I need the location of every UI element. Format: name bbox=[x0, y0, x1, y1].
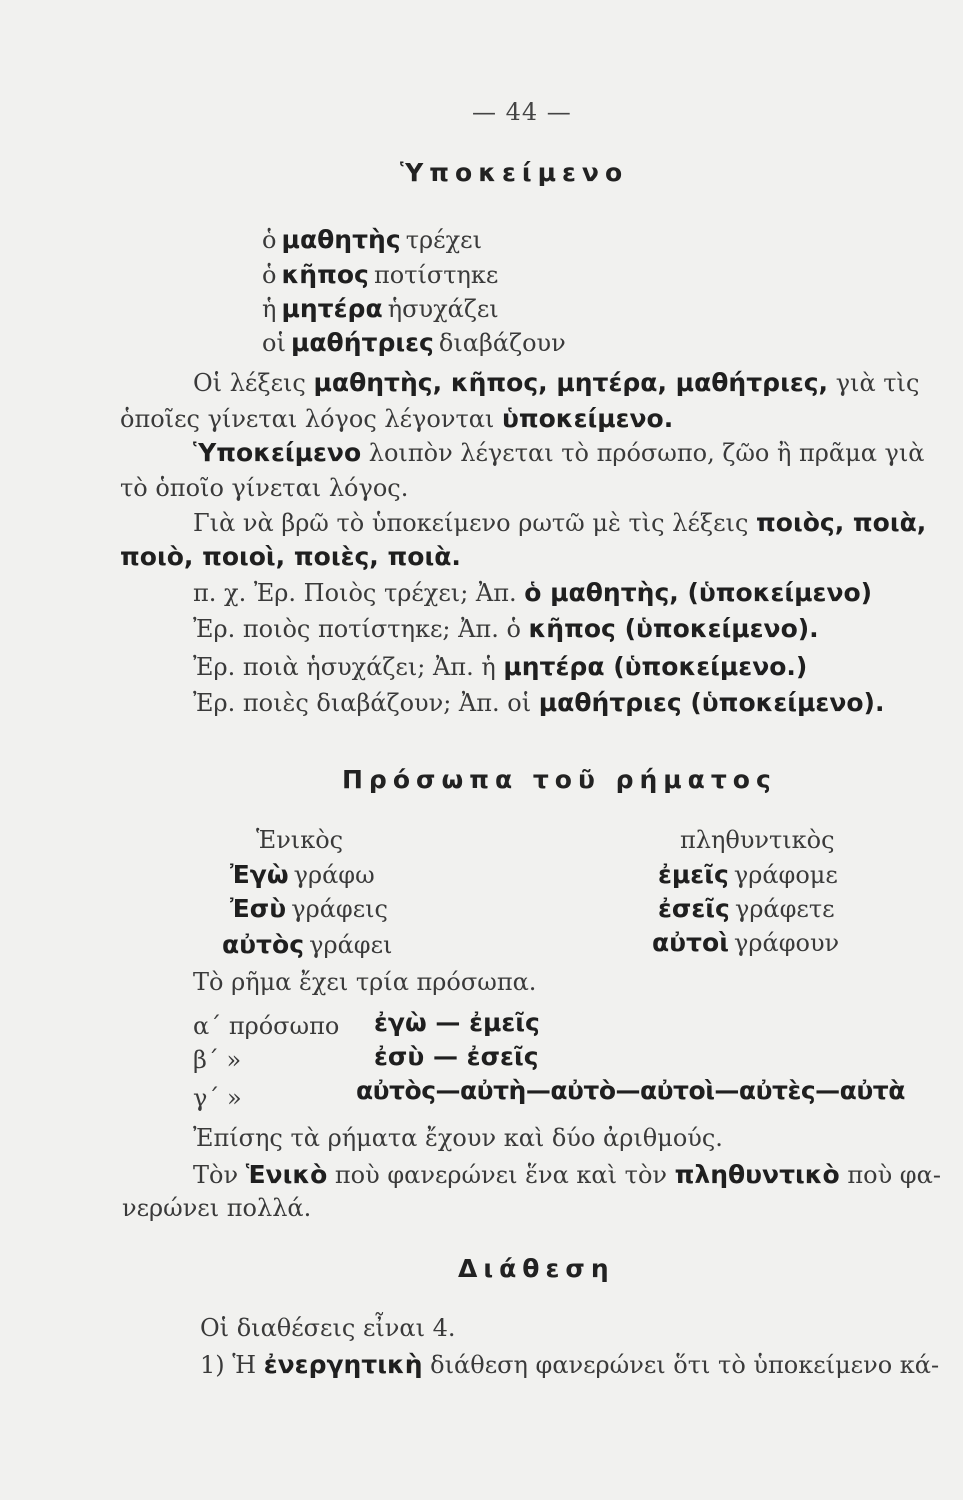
question: Ἐρ. ποιὰ ἡσυχάζει; Ἀπ. ἡ bbox=[193, 653, 504, 681]
text-run: ποὺ φα- bbox=[839, 1161, 941, 1189]
bold-run: ποιὸς, ποιὰ, bbox=[756, 508, 927, 537]
paragraph-line bbox=[120, 404, 673, 433]
plural-header: πληθυντικὸς bbox=[680, 826, 835, 854]
person-forms: ἐσὺ — ἐσεῖς bbox=[374, 1042, 539, 1071]
example-article: ὁ bbox=[262, 226, 277, 254]
question: Ἐρ. ποιὲς διαβάζουν; Ἀπ. οἱ bbox=[193, 689, 539, 717]
text-run: Τὸν bbox=[193, 1161, 246, 1189]
answer: μαθήτριες (ὑποκείμενο). bbox=[538, 688, 885, 717]
verb-form: γράφω bbox=[293, 861, 375, 889]
text-run: λοιπὸν λέγεται τὸ πρόσωπο, ζῶο ἢ πρᾶμα γιὰ bbox=[361, 439, 925, 467]
answer: κῆπος (ὑποκείμενο). bbox=[528, 614, 819, 643]
example-verb: ποτίστηκε bbox=[373, 261, 499, 289]
example-verb: ἡσυχάζει bbox=[387, 295, 499, 323]
question: π. χ. Ἐρ. Ποιὸς τρέχει; Ἀπ. bbox=[193, 579, 525, 607]
section-heading-subject: Ὑποκείμενο bbox=[400, 158, 629, 187]
text-run: ὁποῖες γίνεται λόγος λέγονται bbox=[120, 405, 502, 433]
section-heading-voice: Διάθεση bbox=[458, 1254, 615, 1283]
conjugation-row bbox=[230, 894, 388, 923]
conjugation-row bbox=[222, 930, 392, 959]
verb-form: γράφετε bbox=[734, 895, 835, 923]
qa-line bbox=[193, 652, 807, 681]
example-article: ἡ bbox=[262, 295, 277, 323]
bold-run: μαθητὴς, κῆπος, μητέρα, μαθήτριες, bbox=[313, 368, 829, 397]
text-run: διάθεση φανερώνει ὅτι τὸ ὑποκείμενο κά- bbox=[422, 1351, 940, 1379]
text-run: 1) Ἡ bbox=[200, 1351, 264, 1379]
paragraph-line bbox=[193, 1160, 941, 1189]
paragraph-line bbox=[193, 508, 926, 537]
text-run: Οἱ λέξεις bbox=[193, 369, 314, 397]
bold-run: ὑποκείμενο. bbox=[501, 404, 674, 433]
paragraph-line: τὸ ὁποῖο γίνεται λόγος. bbox=[120, 474, 409, 502]
paragraph-line: Οἱ διαθέσεις εἶναι 4. bbox=[200, 1314, 456, 1342]
conjugation-row bbox=[658, 860, 838, 889]
example-line bbox=[262, 294, 499, 323]
qa-line bbox=[193, 614, 819, 643]
example-verb: διαβάζουν bbox=[438, 329, 566, 357]
pronoun: αὐτοὶ bbox=[652, 928, 729, 957]
example-line bbox=[262, 260, 498, 289]
verb-form: γράφει bbox=[309, 931, 393, 959]
question: Ἐρ. ποιὸς ποτίστηκε; Ἀπ. ὁ bbox=[193, 615, 529, 643]
verb-form: γράφουν bbox=[734, 929, 840, 957]
example-line bbox=[262, 328, 566, 357]
example-article: ὁ bbox=[262, 261, 277, 289]
verb-form: γράφεις bbox=[291, 895, 388, 923]
paragraph-line: νερώνει πολλά. bbox=[122, 1194, 312, 1222]
example-noun: μαθήτριες bbox=[290, 328, 434, 357]
person-label: β΄ » bbox=[193, 1046, 242, 1074]
verb-form: γράφομε bbox=[733, 861, 838, 889]
person-forms: αὐτὸς—αὐτὴ—αὐτὸ—αὐτοὶ—αὐτὲς—αὐτὰ bbox=[356, 1076, 905, 1105]
example-article: οἱ bbox=[262, 329, 286, 357]
page-number: — 44 — bbox=[472, 98, 572, 126]
section-heading-verb-persons: Πρόσωπα τοῦ ρήματος bbox=[342, 765, 777, 794]
paragraph-line bbox=[193, 368, 919, 397]
singular-header: Ἑνικὸς bbox=[256, 826, 344, 854]
qa-line bbox=[193, 688, 884, 717]
paragraph-line: Τὸ ρῆμα ἔχει τρία πρόσωπα. bbox=[193, 968, 537, 996]
paragraph-line bbox=[193, 438, 925, 467]
example-noun: κῆπος bbox=[281, 260, 369, 289]
text-run: Γιὰ νὰ βρῶ τὸ ὑποκείμενο ρωτῶ μὲ τὶς λέξεις bbox=[193, 509, 757, 537]
conjugation-row bbox=[658, 894, 835, 923]
example-noun: μητέρα bbox=[281, 294, 383, 323]
pronoun: αὐτὸς bbox=[222, 930, 305, 959]
person-label: α΄ πρόσωπο bbox=[193, 1012, 340, 1040]
bold-run: ἐνεργητικὴ bbox=[263, 1350, 423, 1379]
pronoun: Ἐσὺ bbox=[230, 894, 287, 923]
person-forms: ἐγὼ — ἐμεῖς bbox=[374, 1008, 540, 1037]
example-line bbox=[262, 225, 482, 254]
paragraph-line: Ἐπίσης τὰ ρήματα ἔχουν καὶ δύο ἀριθμούς. bbox=[193, 1124, 723, 1152]
conjugation-row bbox=[652, 928, 839, 957]
answer: μητέρα (ὑποκείμενο.) bbox=[503, 652, 808, 681]
answer: ὁ μαθητὴς, (ὑποκείμενο) bbox=[524, 578, 873, 607]
paragraph-line: ποιὸ, ποιοὶ, ποιὲς, ποιὰ. bbox=[120, 542, 461, 571]
example-noun: μαθητὴς bbox=[281, 225, 401, 254]
pronoun: ἐμεῖς bbox=[658, 860, 729, 889]
text-run: γιὰ τὶς bbox=[828, 369, 920, 397]
bold-run: πληθυντικὸ bbox=[674, 1160, 840, 1189]
text-run: ποὺ φανερώνει ἕνα καὶ τὸν bbox=[327, 1161, 675, 1189]
person-label: γ΄ » bbox=[193, 1084, 242, 1112]
example-verb: τρέχει bbox=[405, 226, 482, 254]
qa-line bbox=[193, 578, 872, 607]
conjugation-row bbox=[230, 860, 375, 889]
pronoun: ἐσεῖς bbox=[658, 894, 730, 923]
pronoun: Ἐγὼ bbox=[230, 860, 289, 889]
paragraph-line bbox=[200, 1350, 939, 1379]
bold-run: Ὑποκείμενο bbox=[193, 438, 362, 467]
bold-run: Ἑνικὸ bbox=[245, 1160, 328, 1189]
